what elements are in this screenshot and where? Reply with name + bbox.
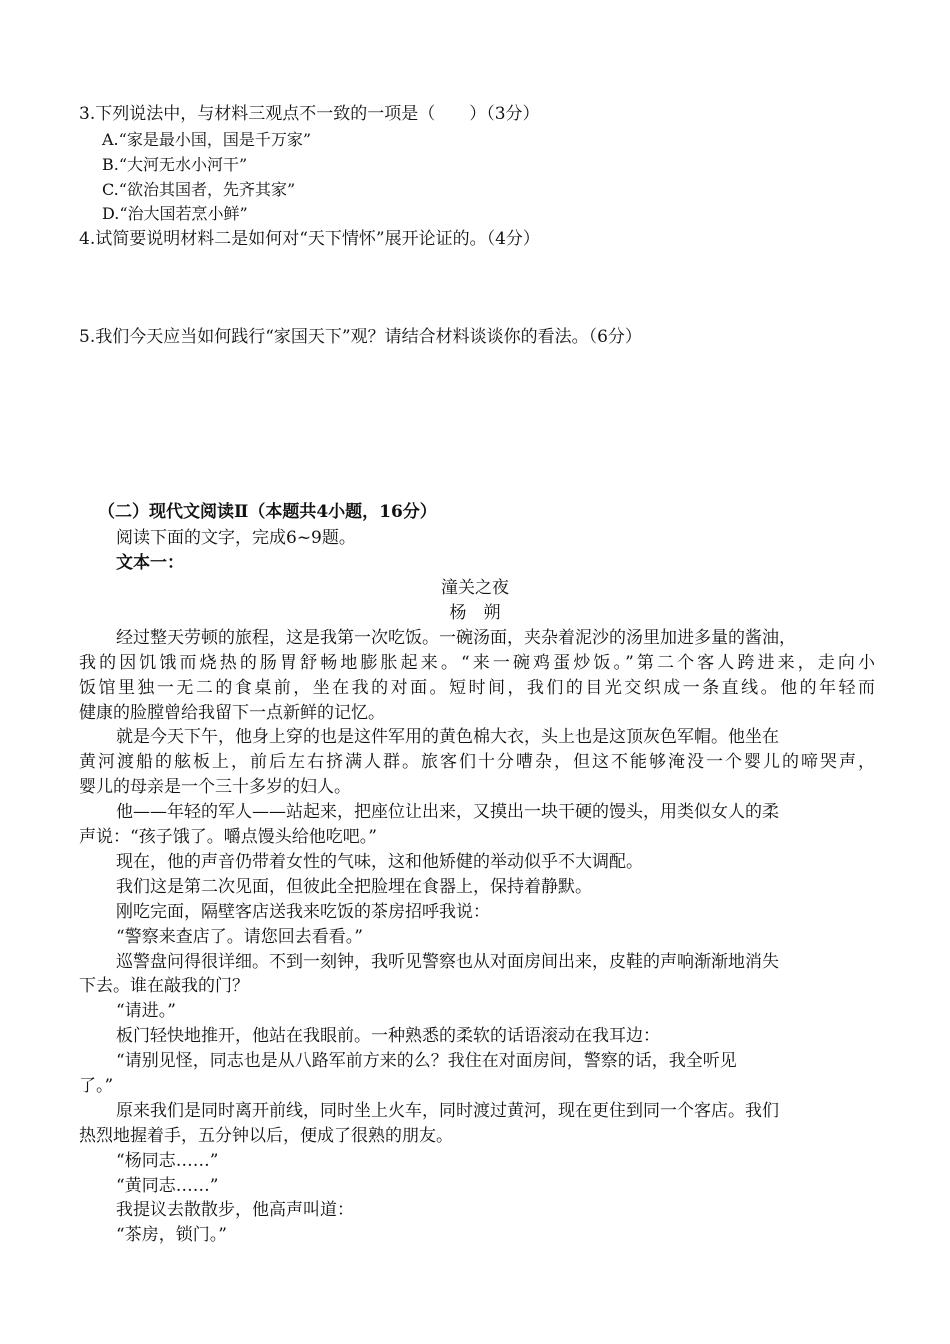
paragraph-line: “杨同志……” [116, 1151, 219, 1171]
paragraph-line: 饭馆里独一无二的食桌前，坐在我的对面。短时间，我们的目光交织成一条直线。他的年轻而 [79, 678, 875, 698]
question-3-option-b: B.“大河无水小河干” [102, 155, 248, 174]
paragraph-line: 巡警盘问得很详细。不到一刻钟，我听见警察也从对面房间出来，皮鞋的声响渐渐地消失 [116, 952, 779, 972]
article-author: 杨 朔 [449, 603, 501, 623]
question-5: 5.我们今天应当如何践行“家国天下”观？请结合材料谈谈你的看法。（6分） [79, 327, 642, 347]
paragraph-line: 刚吃完面，隔壁客店送我来吃饭的茶房招呼我说： [116, 902, 490, 922]
question-3-option-a: A.“家是最小国，国是千万家” [102, 130, 312, 149]
paragraph-line: 经过整天劳顿的旅程，这是我第一次吃饭。一碗汤面，夹杂着泥沙的汤里加进多量的酱油， [116, 628, 796, 648]
paragraph-line: “茶房，锁门。” [116, 1225, 227, 1245]
paragraph-line: 我们这是第二次见面，但彼此全把脸埋在食器上，保持着静默。 [116, 877, 592, 897]
paragraph-line: 黄河渡船的舷板上，前后左右挤满人群。旅客们十分嘈杂，但这不能够淹没一个婴儿的啼哭声， [79, 752, 875, 772]
paragraph-line: 板门轻快地推开，他站在我眼前。一种熟悉的柔软的话语滚动在我耳边： [116, 1026, 660, 1046]
paragraph-line: “请进。” [116, 1001, 176, 1021]
section-instruction: 阅读下面的文字，完成6~9题。 [116, 528, 356, 548]
paragraph-line: 就是今天下午，他身上穿的也是这件军用的黄色棉大衣，头上也是这顶灰色军帽。他坐在 [116, 727, 779, 747]
paragraph-line: 声说：“孩子饿了。嚼点馒头给他吃吧。” [79, 827, 377, 847]
paragraph-line: “警察来查店了。请您回去看看。” [116, 927, 363, 947]
article-title: 潼关之夜 [441, 578, 509, 598]
paragraph-line: 我的因饥饿而烧热的肠胃舒畅地膨胀起来。“来一碗鸡蛋炒饭。”第二个客人跨进来，走向小 [79, 653, 875, 673]
paragraph-line: 热烈地握着手，五分钟以后，便成了很熟的朋友。 [79, 1126, 453, 1146]
paragraph-line: “请别见怪，同志也是从八路军前方来的么？我住在对面房间，警察的话，我全听见 [116, 1051, 737, 1071]
text-label: 文本一： [116, 553, 184, 573]
paragraph-line: “黄同志……” [116, 1176, 219, 1196]
section-heading: （二）现代文阅读Ⅱ（本题共4小题，16分） [98, 502, 437, 522]
paragraph-line: 婴儿的母亲是一个三十多岁的妇人。 [79, 777, 351, 797]
paragraph-line: 他——年轻的军人——站起来，把座位让出来，又摸出一块干硬的馒头，用类似女人的柔 [116, 802, 779, 822]
question-3-option-c: C.“欲治其国者，先齐其家” [102, 180, 296, 199]
question-4: 4.试简要说明材料二是如何对“天下情怀”展开论证的。（4分） [79, 229, 540, 249]
paragraph-line: 了。” [79, 1076, 114, 1096]
paragraph-line: 原来我们是同时离开前线，同时坐上火车，同时渡过黄河，现在更住到同一个客店。我们 [116, 1101, 779, 1121]
paragraph-line: 我提议去散散步，他高声叫道： [116, 1200, 354, 1220]
paragraph-line: 下去。谁在敲我的门？ [79, 976, 249, 996]
question-3-stem: 3.下列说法中，与材料三观点不一致的一项是（ ）（3分） [79, 104, 540, 124]
paragraph-line: 现在，他的声音仍带着女性的气味，这和他矫健的举动似乎不大调配。 [116, 852, 643, 872]
paragraph-line: 健康的脸膛曾给我留下一点新鲜的记忆。 [79, 703, 385, 723]
question-3-option-d: D.“治大国若烹小鲜” [102, 204, 248, 223]
